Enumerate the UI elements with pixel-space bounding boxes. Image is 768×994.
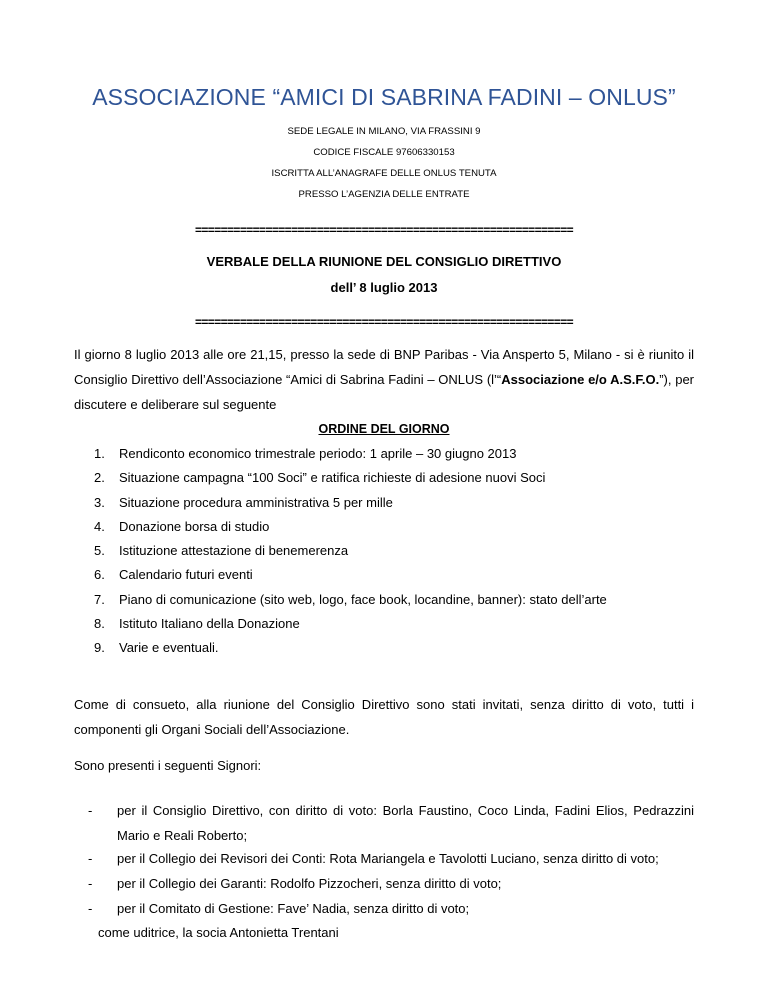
header-line-codice-fiscale: CODICE FISCALE 97606330153 [313, 147, 455, 158]
agenda-item-number: 9. [94, 640, 105, 656]
intro-bold-term: Associazione e/o A.S.F.O. [501, 372, 660, 387]
agenda-item [94, 442, 694, 466]
presenti-dash: - [88, 803, 93, 818]
agenda-list [94, 442, 694, 661]
agenda-item-number: 6. [94, 567, 105, 583]
presenti-text: per il Collegio dei Garanti: Rodolfo Pizzocheri, senza diritto di voto; [117, 876, 502, 891]
intro-paragraph [74, 342, 694, 417]
agenda-item-text: Piano di comunicazione (sito web, logo, face book, locandine, banner): stato dell’arte [119, 591, 607, 607]
agenda-item [94, 636, 694, 660]
presenti-dash: - [88, 901, 93, 916]
agenda-item-number: 4. [94, 518, 105, 534]
header-line-iscritta: ISCRITTA ALL’ANAGRAFE DELLE ONLUS TENUTA [271, 168, 497, 179]
intro-text-before: Il giorno 8 luglio 2013 alle ore 21,15, presso la sede di BNP Paribas - Via Ansperto 5, Milano - si è riunito il Consiglio Direttivo dell’Associazione “Amici di Sabrina Fadini – ONLUS (l’“ [74, 347, 694, 387]
agenda-item-number: 7. [94, 591, 105, 607]
agenda-item-text: Istituzione attestazione di benemerenza [119, 543, 349, 559]
agenda-item-text: Situazione campagna “100 Soci” e ratifica richieste di adesione nuovi Soci [119, 470, 546, 486]
presenti-closing: come uditrice, la socia Antonietta Trentani [98, 925, 339, 940]
agenda-item [94, 539, 694, 563]
agenda-item-number: 3. [94, 494, 105, 510]
agenda-title: ORDINE DEL GIORNO [318, 422, 450, 436]
agenda-item [94, 588, 694, 612]
verbale-date: dell’ 8 luglio 2013 [330, 280, 438, 295]
agenda-item [94, 466, 694, 490]
agenda-item-text: Rendiconto economico trimestrale periodo: 1 aprile – 30 giugno 2013 [119, 446, 517, 461]
agenda-item [94, 612, 694, 636]
intro-text-after: ”), per discutere e deliberare sul seguente [74, 372, 694, 412]
separator-bottom: =========================================================== [194, 315, 574, 329]
agenda-item-number: 5. [94, 543, 105, 559]
agenda-item-text: Varie e eventuali. [119, 640, 219, 656]
agenda-item-text: Istituto Italiano della Donazione [119, 616, 300, 632]
verbale-title: VERBALE DELLA RIUNIONE DEL CONSIGLIO DIRETTIVO [206, 254, 562, 269]
header-line-sede: SEDE LEGALE IN MILANO, VIA FRASSINI 9 [287, 126, 481, 137]
presenti-text: per il Collegio dei Revisori dei Conti: Rota Mariangela e Tavolotti Luciano, senza diritto di voto; [117, 851, 659, 866]
association-title: ASSOCIAZIONE “AMICI DI SABRINA FADINI – ONLUS” [92, 84, 676, 110]
consueto-paragraph: Come di consueto, alla riunione del Consiglio Direttivo sono stati invitati, senza diritto di voto, tutti i componenti gli Organi Sociali dell’Associazione. [74, 697, 694, 737]
agenda-item [94, 563, 694, 587]
agenda-item-text: Situazione procedura amministrativa 5 per mille [119, 494, 393, 510]
agenda-item-number: 8. [94, 616, 105, 632]
header-line-agenzia: PRESSO L’AGENZIA DELLE ENTRATE [298, 189, 470, 200]
presenti-text: per il Comitato di Gestione: Fave’ Nadia, senza diritto di voto; [117, 901, 470, 916]
presenti-text: per il Consiglio Direttivo, con diritto di voto: Borla Faustino, Coco Linda, Fadini Elios, Pedrazzini Mario e Reali Roberto; [117, 803, 694, 843]
presenti-dash: - [88, 876, 93, 891]
agenda-item-number: 2. [94, 470, 105, 486]
presenti-intro: Sono presenti i seguenti Signori: [74, 758, 262, 773]
agenda-item-number: 1. [94, 446, 105, 461]
agenda-item [94, 515, 694, 539]
agenda-item-text: Calendario futuri eventi [119, 567, 253, 583]
agenda-item [94, 491, 694, 515]
presenti-dash: - [88, 851, 93, 866]
agenda-item-text: Donazione borsa di studio [119, 518, 270, 534]
separator-top: =========================================================== [194, 223, 574, 237]
